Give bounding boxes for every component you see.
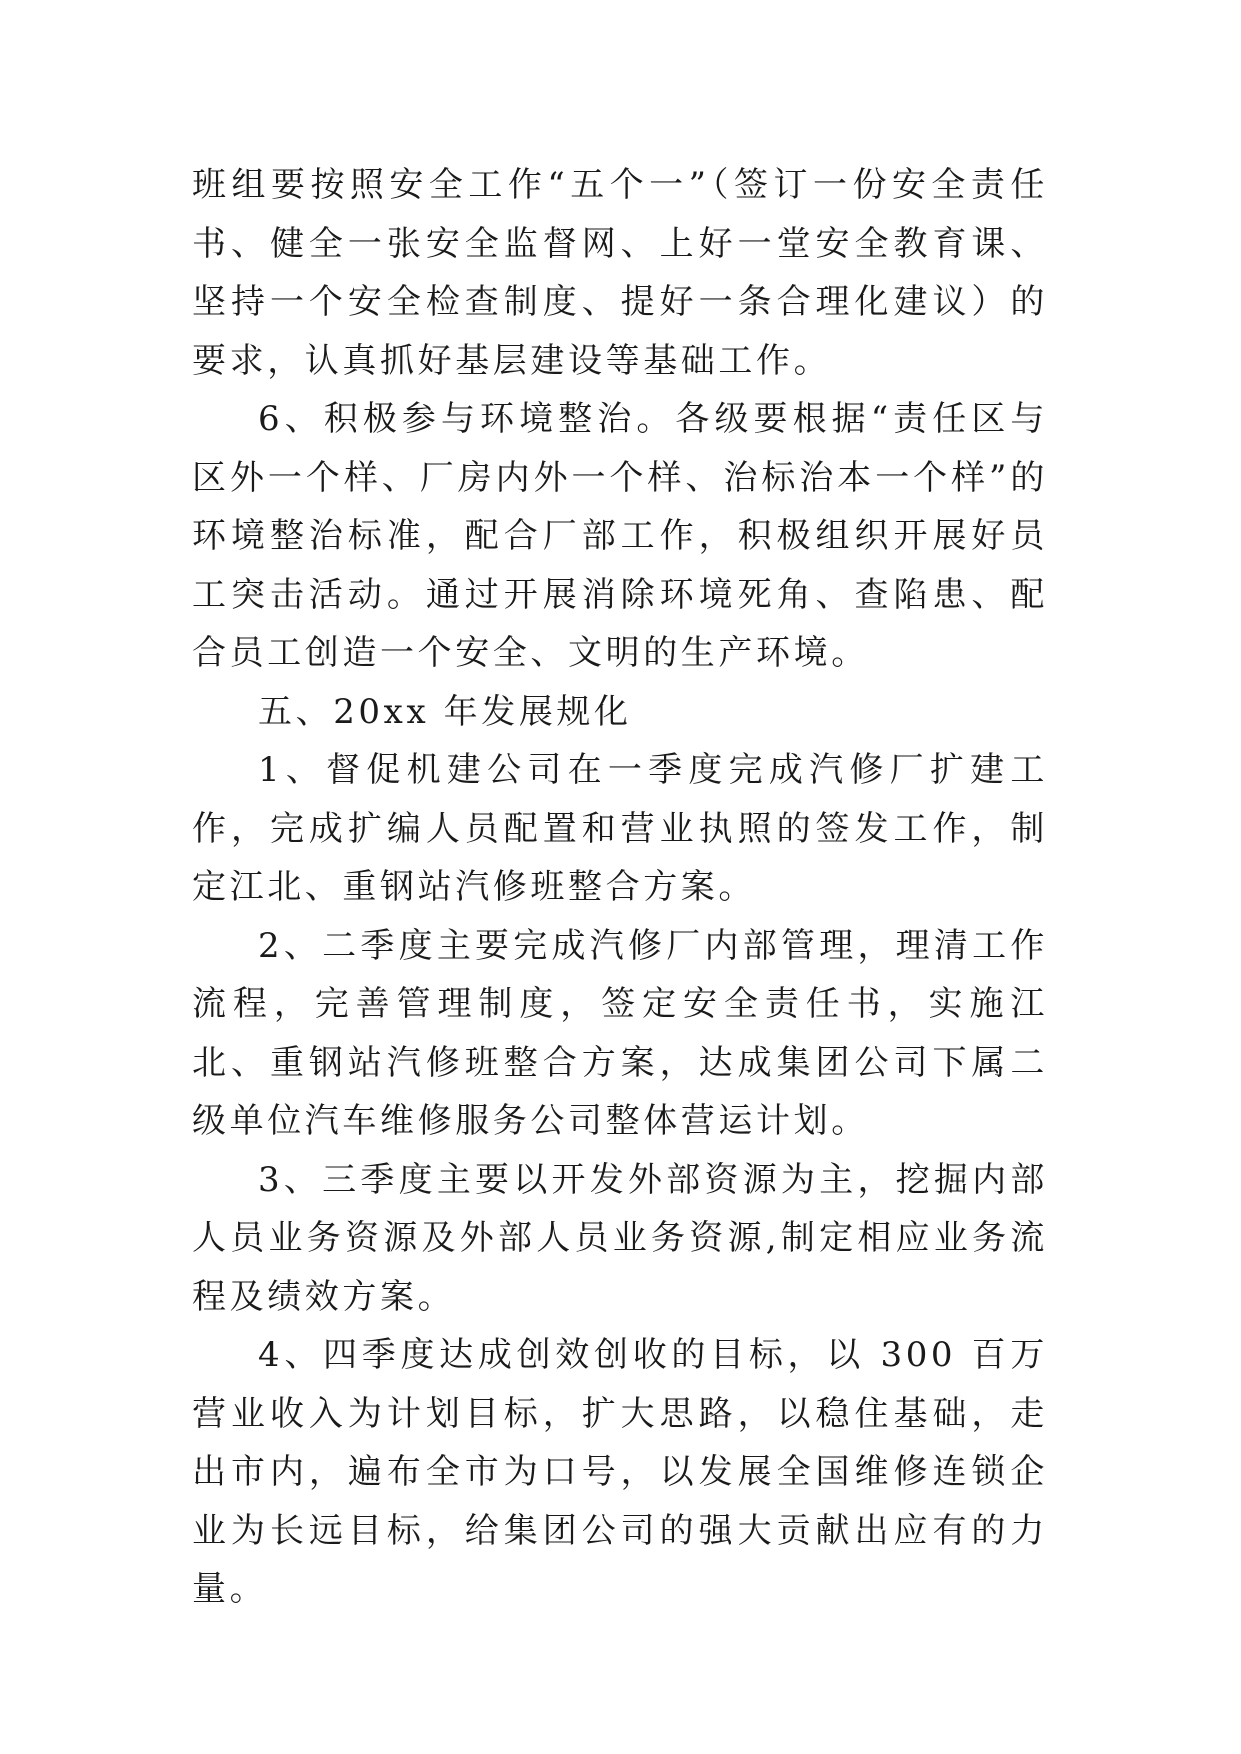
section-heading-development-plan: 五、20xx 年发展规化 — [258, 691, 632, 732]
document-body — [192, 156, 1048, 1619]
paragraph-plan-q1: 1、督促机建公司在一季度完成汽修厂扩建工作，完成扩编人员配置和营业执照的签发工作，制定江北、重钢站汽修班整合方案。 — [192, 750, 1048, 907]
paragraph-item-6-environment: 6、积极参与环境整治。各级要根据“责任区与区外一个样、厂房内外一个样、治标治本一个样”的环境整治标准，配合厂部工作，积极组织开展好员工突击活动。通过开展消除环境死角、查陷患、配合员工创造一个安全、文明的生产环境。 — [192, 399, 1048, 673]
paragraph-plan-q3: 3、三季度主要以开发外部资源为主，挖掘内部人员业务资源及外部人员业务资源,制定相应业务流程及绩效方案。 — [192, 1159, 1048, 1317]
paragraph-plan-q4: 4、四季度达成创效创收的目标，以 300 百万营业收入为计划目标，扩大思路，以稳住基础，走出市内，遍布全市为口号，以发展全国维修连锁企业为长远目标，给集团公司的强大贡献出应有的力量。 — [192, 1335, 1048, 1609]
paragraph-continuation-safety: 班组要按照安全工作“五个一”（签订一份安全责任书、健全一张安全监督网、上好一堂安全教育课、坚持一个安全检查制度、提好一条合理化建议）的要求，认真抓好基层建设等基础工作。 — [192, 165, 1048, 381]
paragraph-plan-q2: 2、二季度主要完成汽修厂内部管理，理清工作流程，完善管理制度，签定安全责任书，实施江北、重钢站汽修班整合方案，达成集团公司下属二级单位汽车维修服务公司整体营运计划。 — [192, 925, 1048, 1141]
